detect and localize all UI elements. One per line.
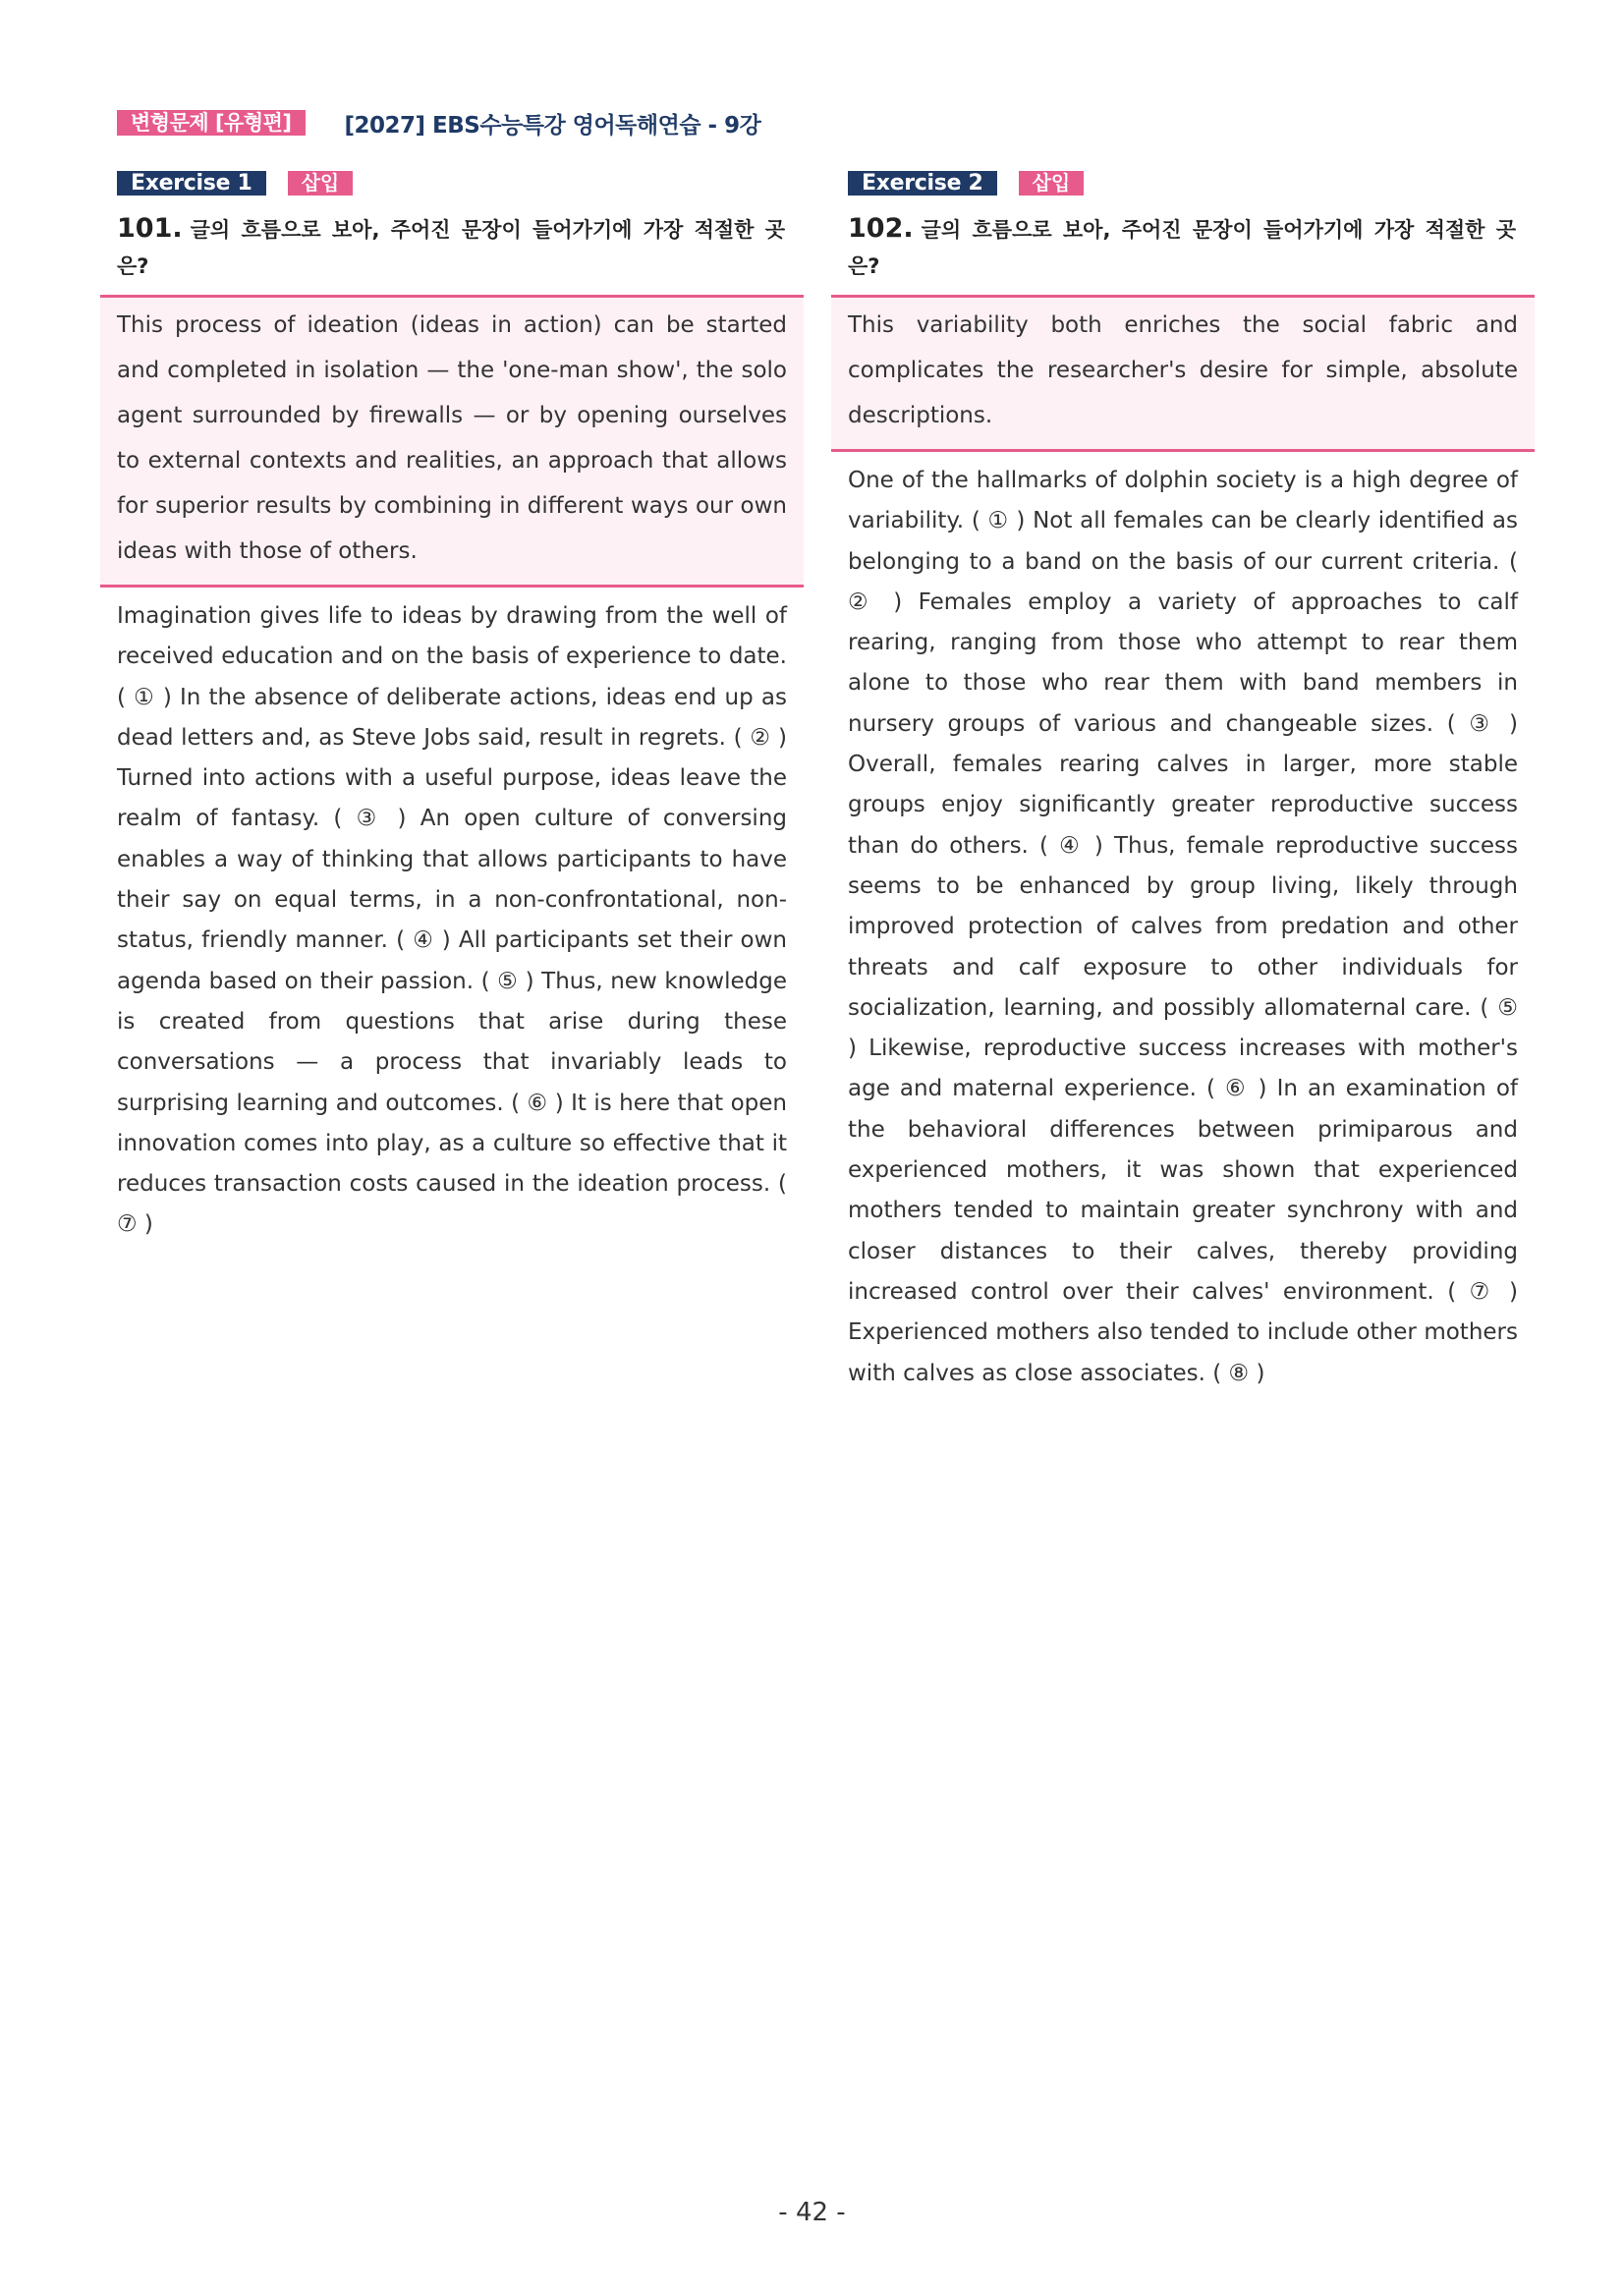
exercise-1-label: Exercise 1 — [117, 171, 266, 196]
exercise-2-header — [848, 169, 1535, 196]
exercise-1-passage: Imagination gives life to ideas by drawing from the well of received education and on the basis of experience to date. ( ① ) In the absence of deliberate actions, ideas end up as dead letters and, as Steve Jobs said, result in regrets. ( ② ) Turned into actions with a useful purpose, ideas leave the realm of fantasy. ( ③ ) An open culture of conversing enables a way of thinking that allows participants to have their say on equal terms, in a non-confrontational, non-status, friendly manner. ( ④ ) All participants set their own agenda based on their passion. ( ⑤ ) Thus, new knowledge is created from questions that arise during these conversations — a process that invariably leads to surprising learning and outcomes. ( ⑥ ) It is here that open innovation comes into play, as a culture so effective that it reduces transaction costs caused in the ideation process. ( ⑦ ) — [117, 603, 787, 1238]
page-header — [117, 106, 760, 140]
exercise-1-type-badge: 삽입 — [288, 171, 354, 196]
page-number: - 42 - — [778, 2198, 846, 2227]
question-101-text: 글의 흐름으로 보아, 주어진 문장이 들어가기에 가장 적절한 곳은? — [117, 218, 785, 278]
category-tag: 변형문제 [유형편] — [117, 110, 306, 136]
exercise-1-column — [100, 169, 804, 1246]
exercise-2-given-sentence: This variability both enriches the social fabric and complicates the researcher's desire for simple, absolute descriptions. — [831, 295, 1535, 452]
question-101-number: 101. — [117, 213, 183, 244]
document-title: [2027] EBS수능특강 영어독해연습 - 9강 — [344, 112, 761, 139]
question-102-text: 글의 흐름으로 보아, 주어진 문장이 들어가기에 가장 적절한 곳은? — [848, 218, 1516, 278]
exercise-1-given-sentence: This process of ideation (ideas in action) can be started and completed in isolation — the 'one-man show', the solo agent surrounded by firewalls — or by opening ourselves to external contexts and realities, an approach that allows for superior results by combining in different ways our own ideas with those of others. — [100, 295, 804, 588]
exercise-2-label: Exercise 2 — [848, 171, 997, 196]
exercise-1-header — [117, 169, 804, 196]
exercise-2-question — [848, 210, 1516, 285]
exercise-1-question — [117, 210, 785, 285]
exercise-2-type-badge: 삽입 — [1019, 171, 1085, 196]
exercise-2-column — [831, 169, 1535, 1394]
question-102-number: 102. — [848, 213, 914, 244]
exercise-2-passage: One of the hallmarks of dolphin society is a high degree of variability. ( ① ) Not all females can be clearly identified as belonging to a band on the basis of our current criteria. ( ② ) Females employ a variety of approaches to calf rearing, ranging from those who attempt to rear them alone to those who rear them with band members in nursery groups of various and changeable sizes. ( ③ ) Overall, females rearing calves in larger, more stable groups enjoy significantly greater reproductive success than do others. ( ④ ) Thus, female reproductive success seems to be enhanced by group living, likely through improved protection of calves from predation and other threats and calf exposure to other individuals for socialization, learning, and possibly allomaternal care. ( ⑤ ) Likewise, reproductive success increases with mother's age and maternal experience. ( ⑥ ) In an examination of the behavioral differences between primiparous and experienced mothers, it was shown that experienced mothers tended to maintain greater synchrony with and closer distances to their calves, thereby providing increased control over their calves' environment. ( ⑦ ) Experienced mothers also tended to include other mothers with calves as close associates. ( ⑧ ) — [848, 468, 1518, 1386]
